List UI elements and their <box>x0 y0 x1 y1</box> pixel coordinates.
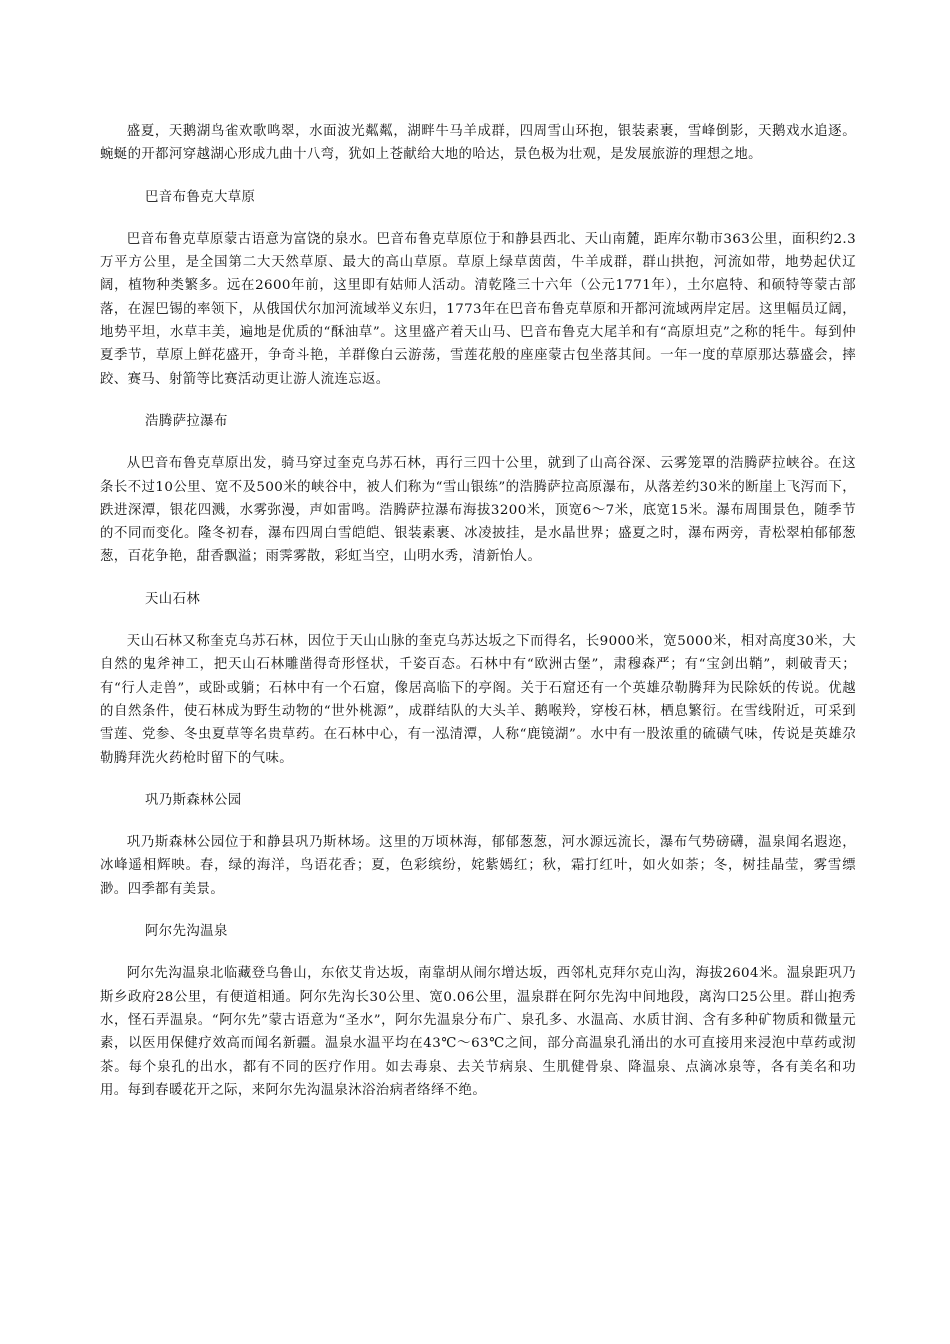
section-paragraph-bayinbuluke: 巴音布鲁克草原蒙古语意为富饶的泉水。巴音布鲁克草原位于和静县西北、天山南麓，距库尔勒市363公里，面积约2.3万平方公里，是全国第二大天然草原、最大的高山草原。草原上绿草茵茵，牛羊成群，群山拱抱，河流如带，地势起伏辽阔，植物种类繁多。远在2600年前，这里即有姑师人活动。清乾隆三十六年（公元1771年），土尔扈特、和硕特等蒙古部落，在渥巴锡的率领下，从俄国伏尔加河流域举义东归，1773年在巴音布鲁克草原和开都河流域两岸定居。这里幅员辽阔，地势平坦，水草丰美，遍地是优质的“酥油草”。这里盛产着天山马、巴音布鲁克大尾羊和有“高原坦克”之称的牦牛。每到仲夏季节，草原上鲜花盛开，争奇斗艳，羊群像白云游荡，雪莲花般的座座蒙古包坐落其间。一年一度的草原那达慕盛会，摔跤、赛马、射箭等比赛活动更让游人流连忘返。 <box>100 231 856 387</box>
section-heading-haotengsala: 浩腾萨拉瀑布 <box>145 413 228 429</box>
section-heading-aerxian-hot-spring: 阿尔先沟温泉 <box>145 924 228 940</box>
section-paragraph-aerxian-hot-spring: 阿尔先沟温泉北临藏登乌鲁山，东依艾肯达坂，南靠胡从闹尔增达坂，西邻札克拜尔克山沟，海拔2604米。温泉距巩乃斯乡政府28公里，有便道相通。阿尔先沟长30公里、宽0.06公里，温泉群在阿尔先沟中间地段，离沟口25公里。群山抱秀水，怪石弄温泉。“阿尔先”蒙古语意为“圣水”，阿尔先温泉分布广、泉孔多、水温高、水质甘润、含有多种矿物质和微量元素，以医用保健疗效高而闻名新疆。温泉水温平均在43℃～63℃之间，部分高温泉孔涌出的水可直接用来浸泡中草药或沏茶。每个泉孔的出水，都有不同的医疗作用。如去毒泉、去关节病泉、生肌健骨泉、降温泉、点滴冰泉等，各有美名和功用。每到春暖花开之际，来阿尔先沟温泉沐浴治病者络绎不绝。 <box>100 966 856 1098</box>
section-heading-gongnaisi-forest-park: 巩乃斯森林公园 <box>145 792 242 808</box>
section-paragraph-tianshan-stone-forest: 天山石林又称奎克乌苏石林，因位于天山山脉的奎克乌苏达坂之下而得名，长9000米，宽5000米，相对高度30米，大自然的鬼斧神工，把天山石林雕凿得奇形怪状，千姿百态。石林中有“欧洲古堡”，肃穆森严；有“宝剑出鞘”，刺破青天；有“行人走兽”，或卧或躺；石林中有一个石窟，像居高临下的亭阁。关于石窟还有一个英雄尕勒腾拜为民除妖的传说。优越的自然条件，使石林成为野生动物的“世外桃源”，成群结队的大头羊、鹅喉羚，穿梭石林，栖息繁衍。在雪线附近，可采到雪莲、党参、冬虫夏草等名贵草药。在石林中心，有一泓清潭，人称“鹿镜湖”。水中有一股浓重的硫磺气味，传说是英雄尕勒腾拜洗火药枪时留下的气味。 <box>100 634 856 766</box>
intro-paragraph: 盛夏，天鹅湖鸟雀欢歌鸣翠，水面波光粼粼，湖畔牛马羊成群，四周雪山环抱，银装素裹，雪峰倒影，天鹅戏水追逐。蜿蜒的开都河穿越湖心形成九曲十八弯，犹如上苍献给大地的哈达，景色极为壮观，是发展旅游的理想之地。 <box>100 124 856 163</box>
section-heading-tianshan-stone-forest: 天山石林 <box>145 591 201 607</box>
section-heading-bayinbuluke: 巴音布鲁克大草原 <box>145 189 256 205</box>
section-paragraph-haotengsala: 从巴音布鲁克草原出发，骑马穿过奎克乌苏石林，再行三四十公里，就到了山高谷深、云雾笼罩的浩腾萨拉峡谷。在这条长不过10公里、宽不及500米的峡谷中，被人们称为“雪山银练”的浩腾萨拉高原瀑布，从落差约30米的断崖上飞泻而下，跌进深潭，银花四溅，水雾弥漫，声如雷鸣。浩腾萨拉瀑布海拔3200米，顶宽6～7米，底宽15米。瀑布周围景色，随季节的不同而变化。隆冬初春，瀑布四周白雪皑皑、银装素裹、冰凌披挂，是水晶世界；盛夏之时，瀑布两旁，青松翠柏郁郁葱葱，百花争艳，甜香飘溢；雨霁雾散，彩虹当空，山明水秀，清新怡人。 <box>100 456 856 565</box>
section-paragraph-gongnaisi-forest-park: 巩乃斯森林公园位于和静县巩乃斯林场。这里的万顷林海，郁郁葱葱，河水源远流长，瀑布气势磅礴，温泉闻名遐迩，冰峰遥相辉映。春，绿的海洋，鸟语花香；夏，色彩缤纷，姹紫嫣红；秋，霜打红叶，如火如荼；冬，树挂晶莹，雾雪缥渺。四季都有美景。 <box>100 835 856 897</box>
document-body <box>100 120 856 1102</box>
